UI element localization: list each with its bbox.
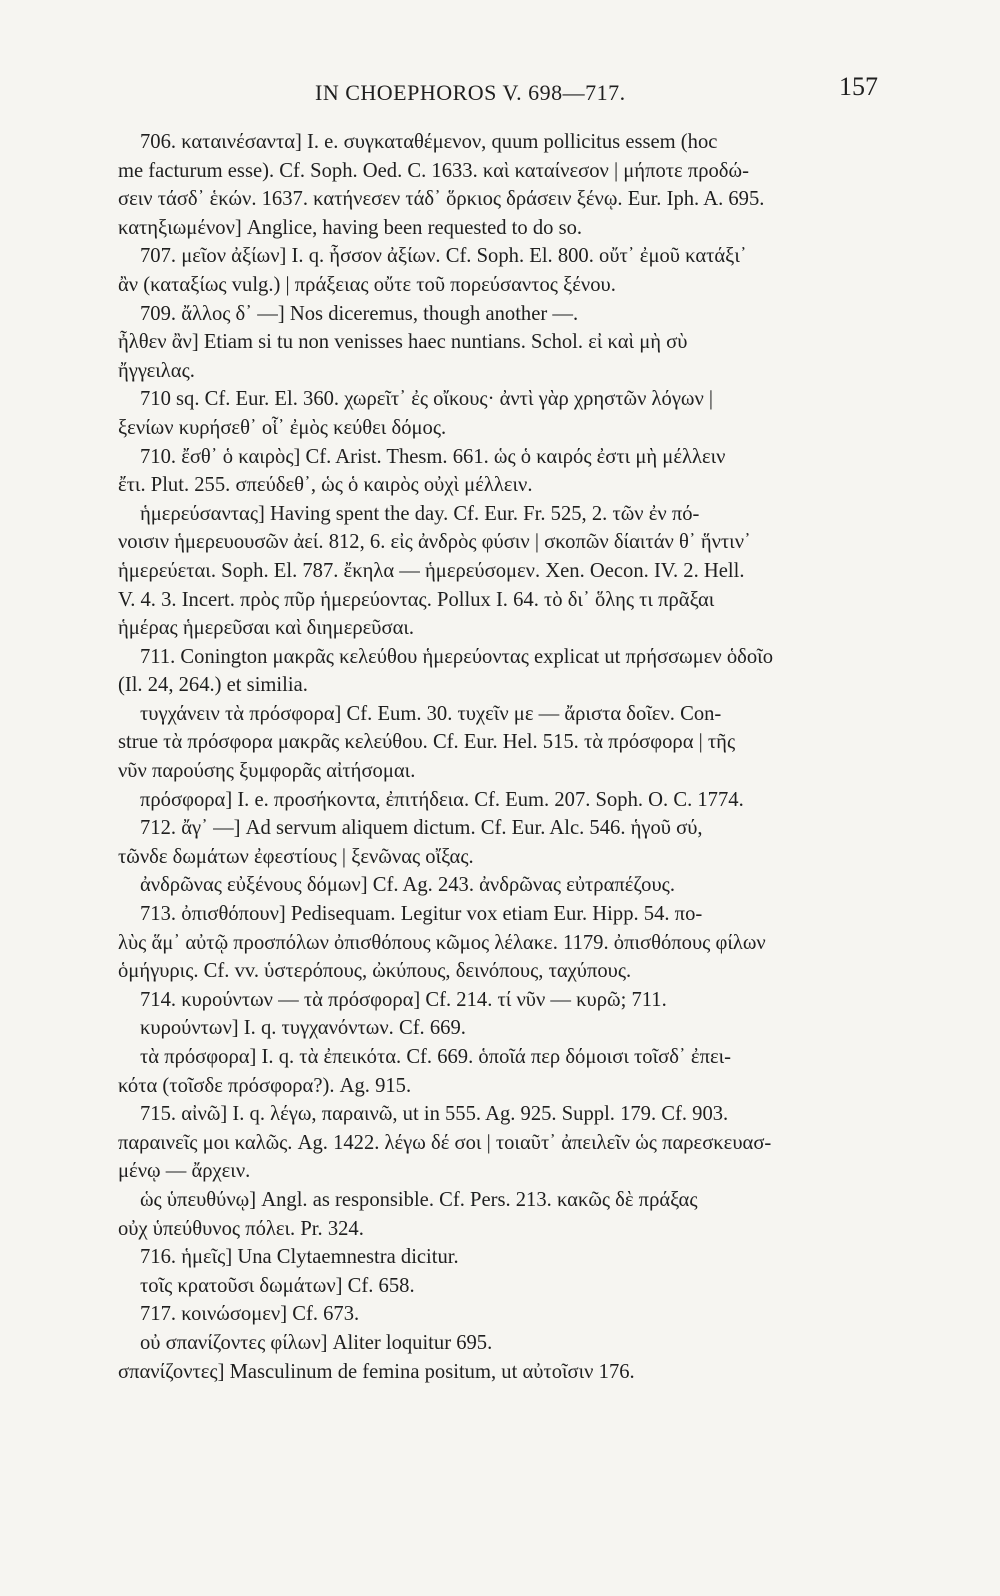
text-line: 712. ἄγ᾽ —] Ad servum aliquem dictum. Cf. Eur. Alc. 546. ἡγοῦ σύ, — [140, 817, 703, 840]
text-line: strue τὰ πρόσφορα μακρᾶς κελεύθου. Cf. Eur. Hel. 515. τὰ πρόσφορα | τῆς — [118, 731, 736, 754]
text-line: ἔτι. Plut. 255. σπεύδεθ᾽, ὡς ὁ καιρὸς οὐχὶ μέλλειν. — [118, 474, 533, 497]
text-line: ὡς ὑπευθύνῳ] Angl. as responsible. Cf. Pers. 213. κακῶς δὲ πράξας — [140, 1188, 698, 1211]
page-number: 157 — [839, 72, 878, 101]
text-line: 707. μεῖον ἀξίων] I. q. ἧσσον ἀξίων. Cf. Soph. El. 800. οὔτ᾽ ἐμοῦ κατάξι᾽ — [140, 245, 747, 268]
text-line: οὐχ ὑπεύθυνος πόλει. Pr. 324. — [118, 1217, 364, 1240]
text-line: (Il. 24, 264.) et similia. — [118, 674, 308, 697]
text-line: λὺς ἅμ᾽ αὐτῷ προσπόλων ὀπισθόπους κῶμος λέλακε. 1179. ὀπισθόπους φίλων — [118, 931, 766, 954]
text-line: V. 4. 3. Incert. πρὸς πῦρ ἡμερεύοντας. Pollux I. 64. τὸ δι᾽ ὅλης τι πρᾶξαι — [118, 588, 715, 611]
text-line: 714. κυρούντων — τὰ πρόσφορα] Cf. 214. τί νῦν — κυρῶ; 711. — [140, 988, 667, 1011]
text-line: μένῳ — ἄρχειν. — [118, 1160, 251, 1183]
text-line: ἤγγειλας. — [118, 359, 195, 382]
text-line: κυρούντων] I. q. τυγχανόντων. Cf. 669. — [140, 1017, 466, 1040]
text-line: τῶνδε δωμάτων ἐφεστίους | ξενῶνας οἴξας. — [118, 845, 474, 868]
text-line: τὰ πρόσφορα] I. q. τὰ ἐπεικότα. Cf. 669. ὁποῖά περ δόμοισι τοῖσδ᾽ ἐπει- — [140, 1046, 732, 1068]
text-line: me facturum esse). Cf. Soph. Oed. C. 1633. καὶ καταίνεσον | μήποτε προδώ- — [118, 159, 749, 182]
page-header — [315, 72, 878, 112]
text-line: ἂν (καταξίως vulg.) | πράξειας οὔτε τοῦ πορεύσαντος ξένου. — [118, 273, 616, 296]
text-line: 716. ἡμεῖς] Una Clytaemnestra dicitur. — [140, 1246, 459, 1269]
text-line: οὐ σπανίζοντες φίλων] Aliter loquitur 695. — [140, 1331, 493, 1354]
text-line: 717. κοινώσομεν] Cf. 673. — [140, 1303, 360, 1326]
text-line: νῦν παρούσης ξυμφορᾶς αἰτήσομαι. — [118, 760, 416, 783]
commentary-body — [118, 128, 888, 1386]
running-head: IN CHOEPHOROS V. 698—717. — [315, 80, 626, 105]
text-line: 706. καταινέσαντα] I. e. συγκαταθέμενον, quum pollicitus essem (hoc — [140, 131, 718, 153]
text-line: ἡμερεύεται. Soph. El. 787. ἔκηλα — ἡμερεύσομεν. Xen. Oecon. IV. 2. Hell. — [118, 559, 745, 582]
text-line: ὁμήγυρις. Cf. vv. ὑστερόπους, ὠκύπους, δεινόπους, ταχύπους. — [118, 960, 632, 983]
text-line: 711. Conington μακρᾶς κελεύθου ἡμερεύοντας explicat ut πρήσσωμεν ὁδοῖο — [140, 645, 774, 668]
text-line: τοῖς κρατοῦσι δωμάτων] Cf. 658. — [140, 1274, 415, 1297]
text-line: 710. ἔσθ᾽ ὁ καιρὸς] Cf. Arist. Thesm. 661. ὡς ὁ καιρός ἐστι μὴ μέλλειν — [140, 445, 726, 468]
text-line: ἡμερεύσαντας] Having spent the day. Cf. Eur. Fr. 525, 2. τῶν ἐν πό- — [140, 502, 700, 525]
text-line: κατηξιωμένον] Anglice, having been requested to do so. — [118, 216, 583, 239]
text-line: 713. ὀπισθόπουν] Pedisequam. Legitur vox etiam Eur. Hipp. 54. πο- — [140, 903, 703, 926]
text-line: 709. ἄλλος δ᾽ —] Nos diceremus, though another —. — [140, 302, 579, 325]
text-line: 715. αἰνῶ] I. q. λέγω, παραινῶ, ut in 555. Ag. 925. Suppl. 179. Cf. 903. — [140, 1103, 729, 1126]
text-line: ἡμέρας ἡμερεῦσαι καὶ διημερεῦσαι. — [118, 617, 415, 640]
text-line: ἀνδρῶνας εὐξένους δόμων] Cf. Ag. 243. ἀνδρῶνας εὐτραπέζους. — [140, 874, 675, 897]
text-line: πρόσφορα] I. e. προσήκοντα, ἐπιτήδεια. Cf. Eum. 207. Soph. O. C. 1774. — [140, 788, 744, 811]
text-line: 710 sq. Cf. Eur. El. 360. χωρεῖτ᾽ ἐς οἴκους· ἀντὶ γὰρ χρηστῶν λόγων | — [140, 388, 714, 411]
text-line: σπανίζοντες] Masculinum de femina positum, ut αὐτοῖσιν 176. — [118, 1360, 635, 1383]
text-line: κότα (τοῖσδε πρόσφορα?). Ag. 915. — [118, 1074, 412, 1097]
text-line: ξενίων κυρήσεθ᾽ οἷ᾽ ἐμὸς κεύθει δόμος. — [118, 416, 447, 439]
text-line: νοισιν ἡμερευουσῶν ἀεί. 812, 6. εἰς ἀνδρὸς φύσιν | σκοπῶν δίαιτάν θ᾽ ἥντιν᾽ — [118, 531, 751, 554]
text-line: σειν τάσδ᾽ ἑκών. 1637. κατήνεσεν τάδ᾽ ὅρκιος δράσειν ξένῳ. Eur. Iph. A. 695. — [118, 188, 765, 211]
text-line: παραινεῖς μοι καλῶς. Ag. 1422. λέγω δέ σοι | τοιαῦτ᾽ ἀπειλεῖν ὡς παρεσκευασ- — [118, 1131, 772, 1154]
text-line: τυγχάνειν τὰ πρόσφορα] Cf. Eum. 30. τυχεῖν με — ἄριστα δοῖεν. Con- — [140, 702, 722, 725]
text-line: ἦλθεν ἂν] Etiam si tu non venisses haec nuntians. Schol. εἰ καὶ μὴ σὺ — [118, 331, 688, 354]
